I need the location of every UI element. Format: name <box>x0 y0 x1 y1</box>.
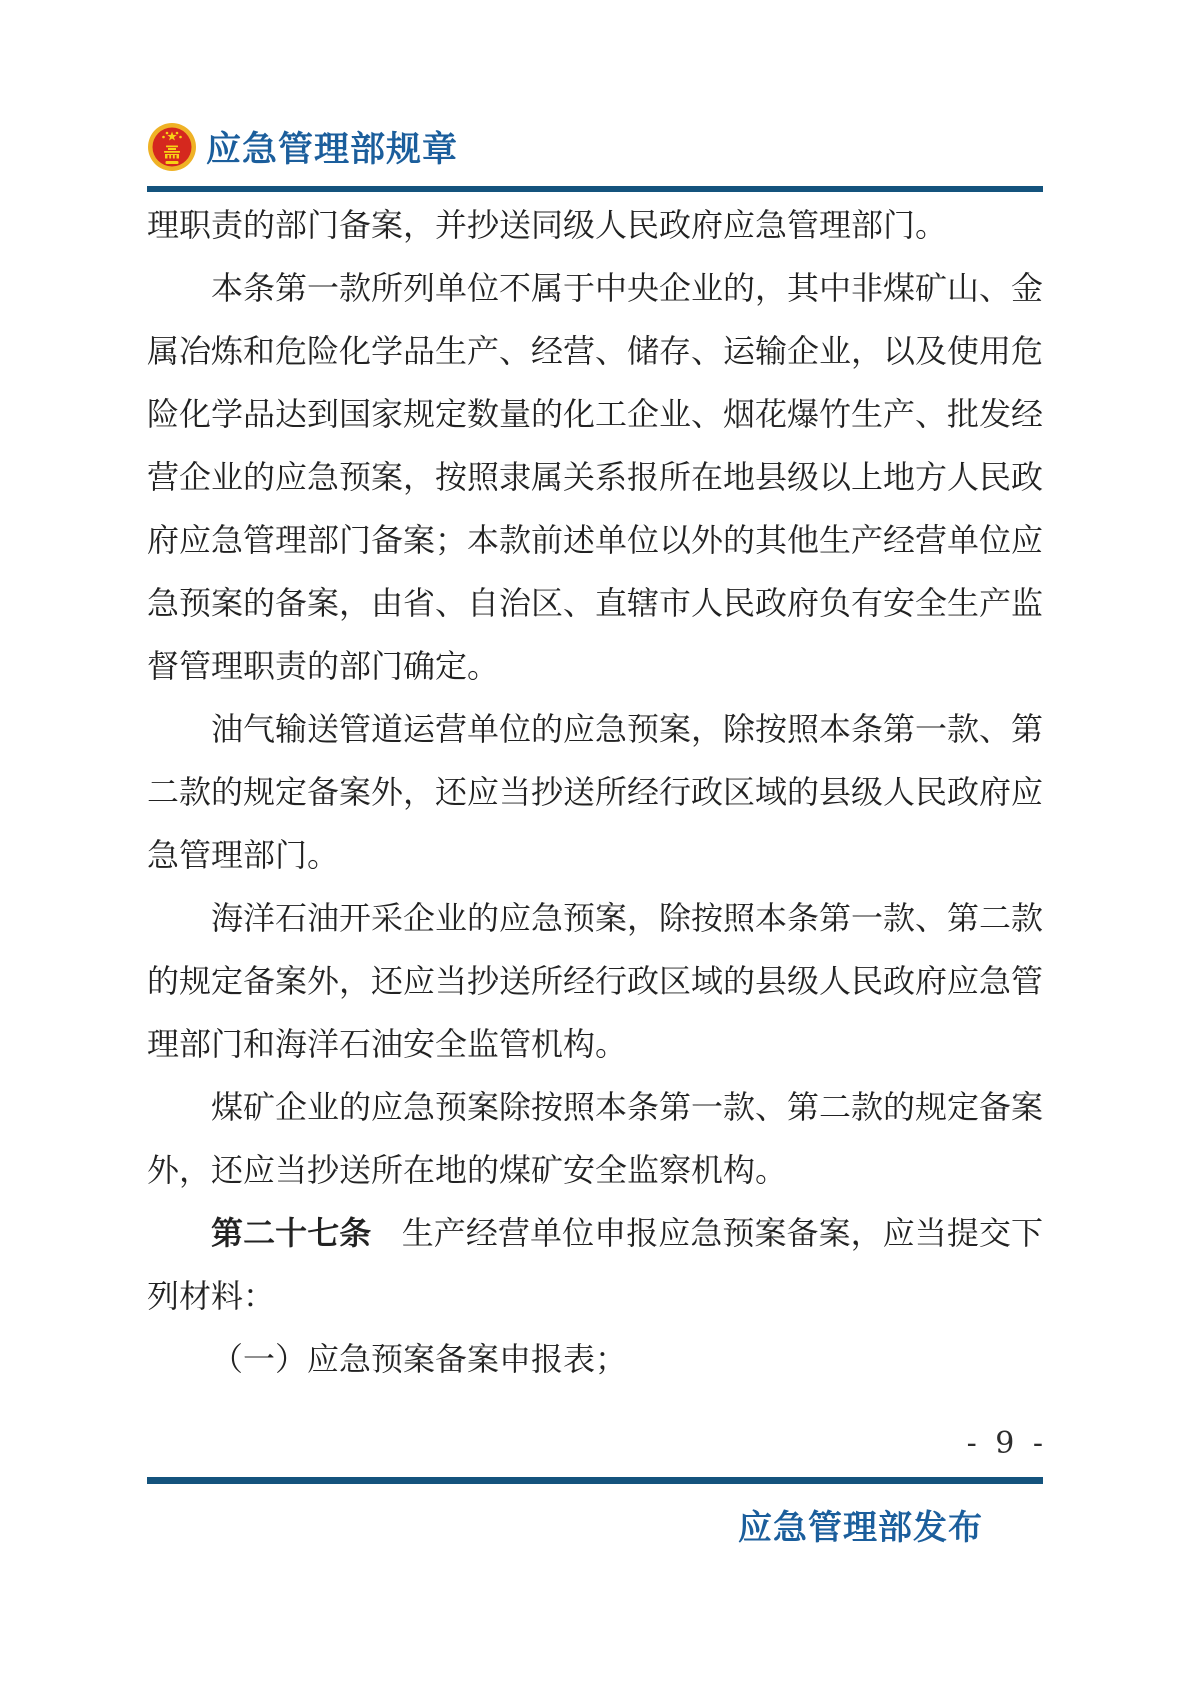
paragraph: 油气输送管道运营单位的应急预案，除按照本条第一款、第二款的规定备案外，还应当抄送所经行政区域的县级人民政府应急管理部门。 <box>147 711 1044 873</box>
national-emblem-icon <box>147 122 197 172</box>
paragraph-text: 生产经营单位申报应急预案备案，应当提交下列材料： <box>147 1215 1043 1314</box>
paragraph-article-27 <box>147 1202 1043 1328</box>
document-body <box>147 194 1043 1391</box>
paragraph: 海洋石油开采企业的应急预案，除按照本条第一款、第二款的规定备案外，还应当抄送所经行政区域的县级人民政府应急管理部门和海洋石油安全监管机构。 <box>147 900 1044 1062</box>
header-rule <box>147 186 1043 192</box>
article-number: 第二十七条 <box>211 1215 372 1251</box>
page-header <box>147 122 458 172</box>
page-number: - 9 - <box>966 1426 1043 1461</box>
paragraph: 理职责的部门备案，并抄送同级人民政府应急管理部门。 <box>147 207 948 243</box>
paragraph: 煤矿企业的应急预案除按照本条第一款、第二款的规定备案外，还应当抄送所在地的煤矿安全监察机构。 <box>147 1089 1044 1188</box>
footer-rule <box>147 1477 1043 1484</box>
paragraph: （一）应急预案备案申报表； <box>211 1341 628 1377</box>
paragraph: 本条第一款所列单位不属于中央企业的，其中非煤矿山、金属冶炼和危险化学品生产、经营、储存、运输企业，以及使用危险化学品达到国家规定数量的化工企业、烟花爆竹生产、批发经营企业的应急预案，按照隶属关系报所在地县级以上地方人民政府应急管理部门备案；本款前述单位以外的其他生产经营单位应急预案的备案，由省、自治区、直辖市人民政府负有安全生产监督管理职责的部门确定。 <box>147 270 1044 684</box>
publisher-label: 应急管理部发布 <box>738 1510 983 1547</box>
header-title: 应急管理部规章 <box>206 130 459 169</box>
